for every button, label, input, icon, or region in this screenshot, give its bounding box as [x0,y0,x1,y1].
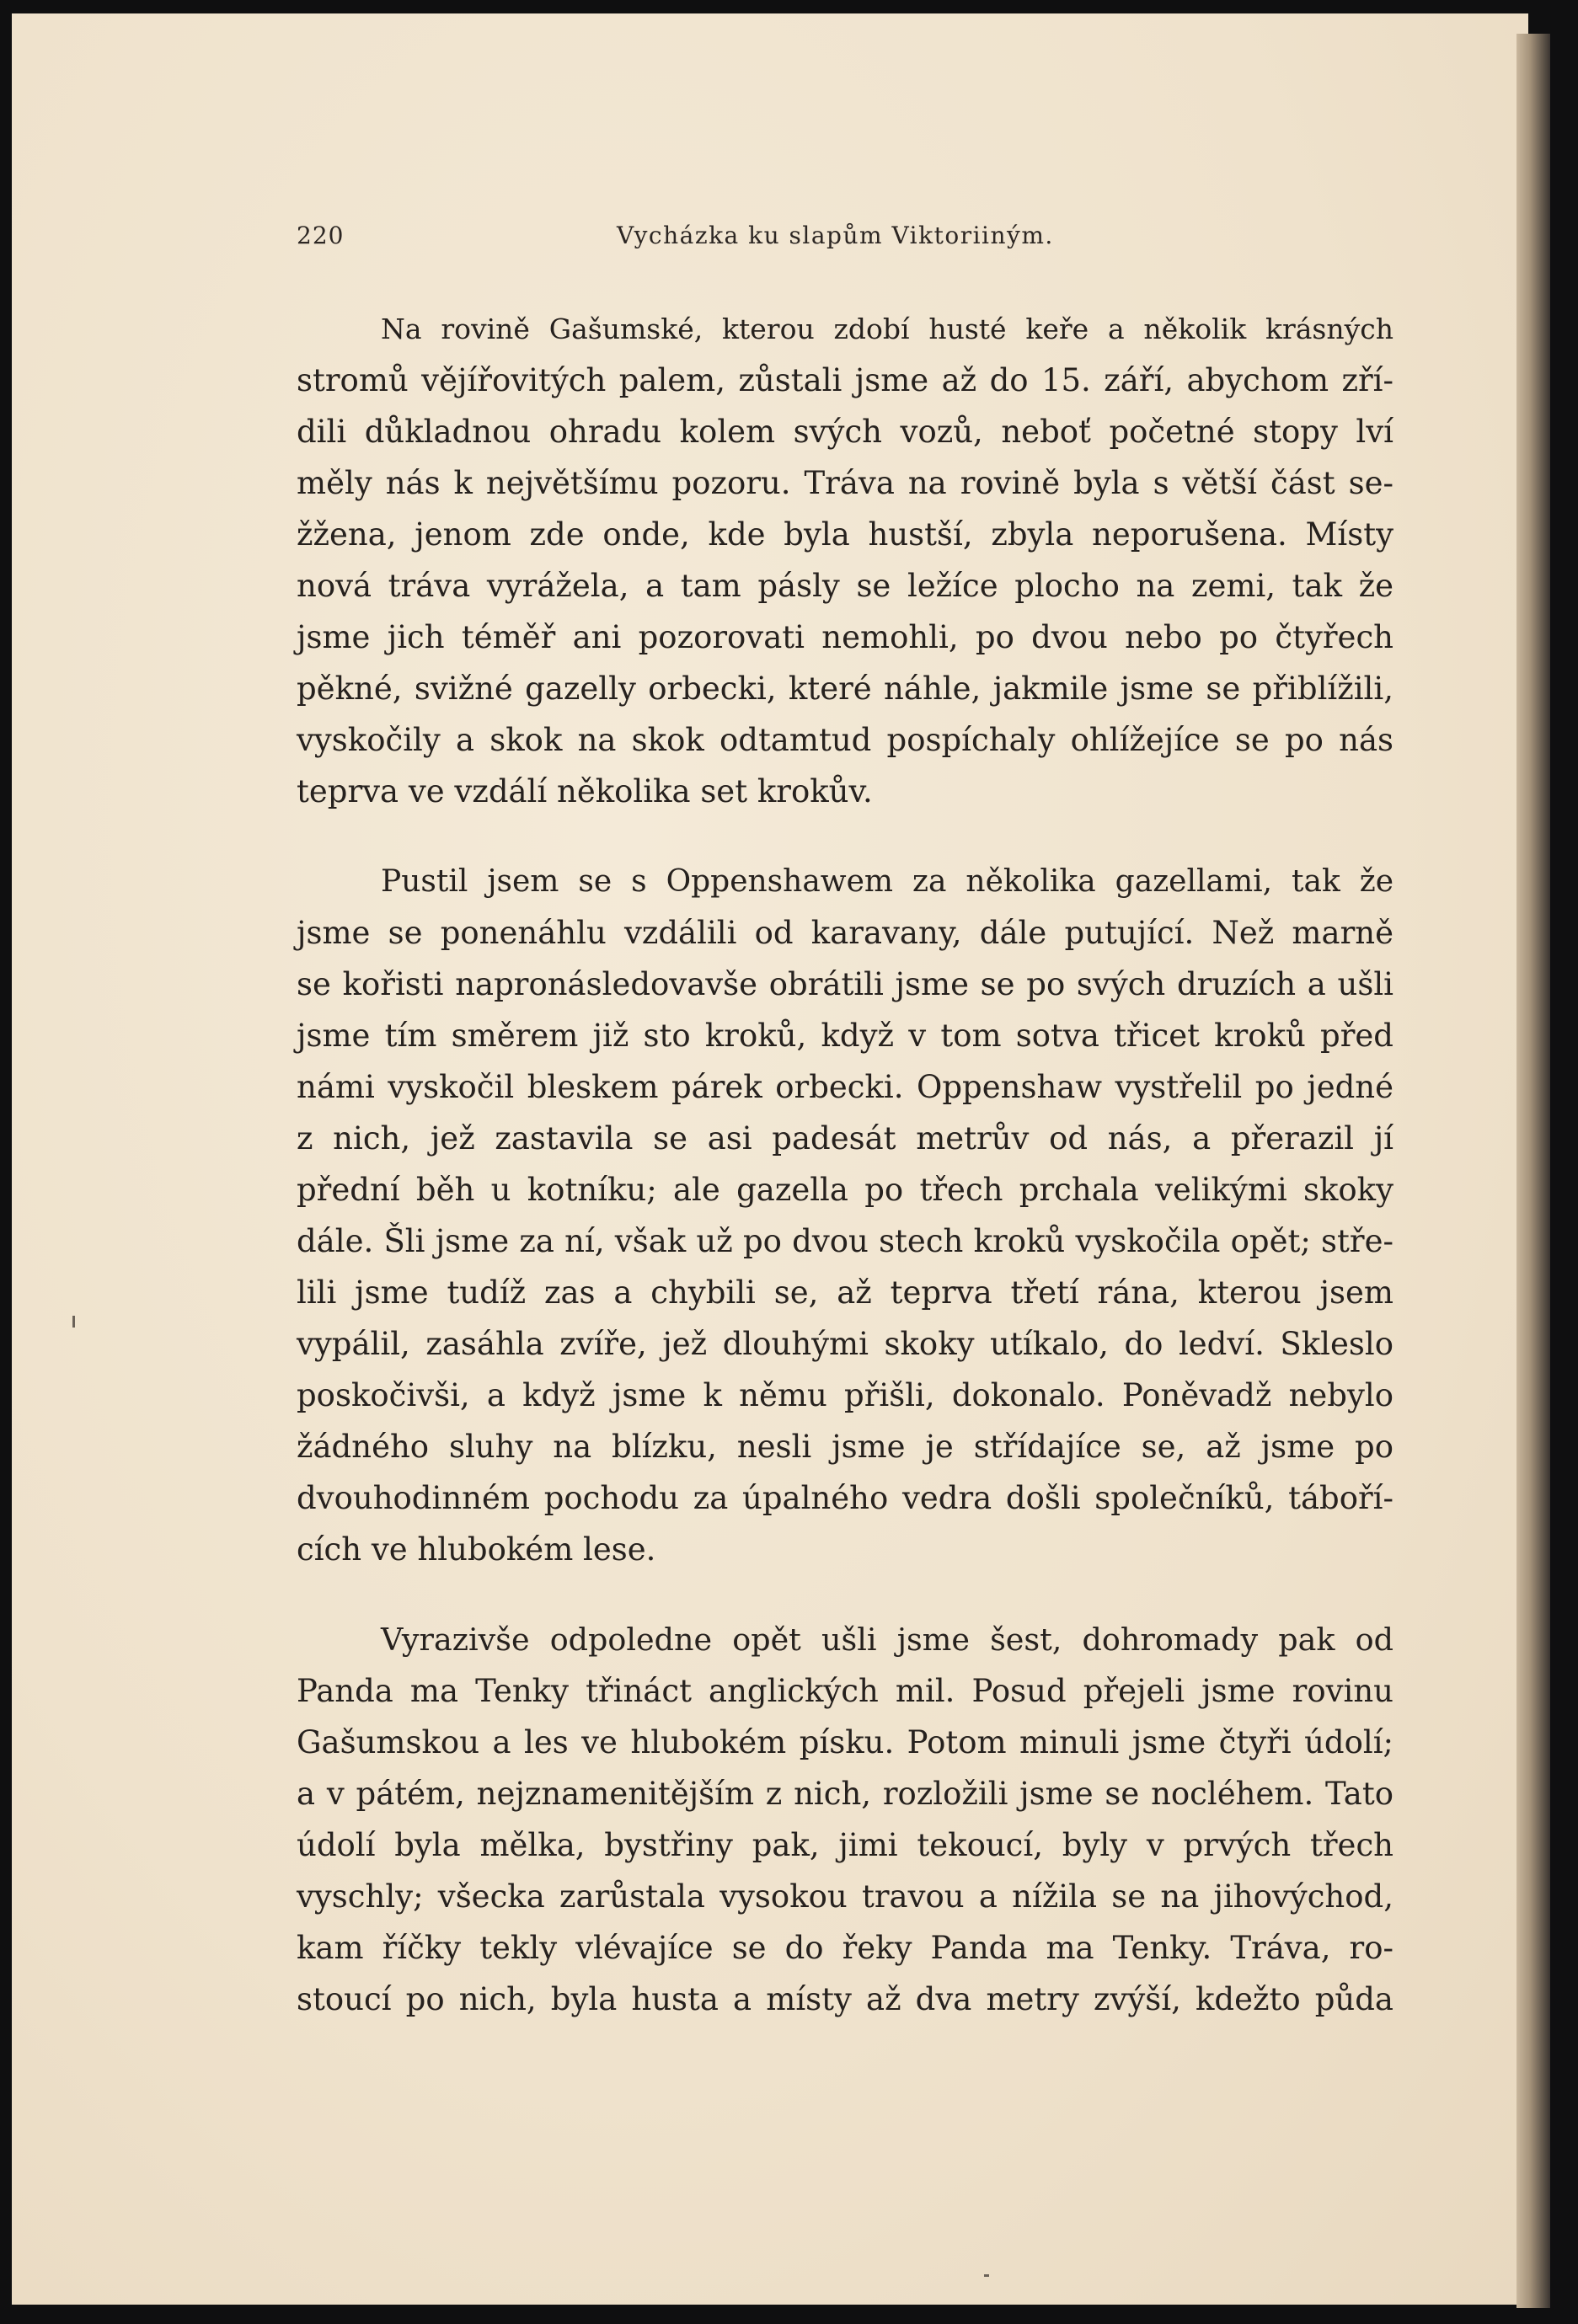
text-line: jsme tím směrem již sto kroků, když v tom sotva třicet kroků před [297,1018,1393,1054]
text-line: námi vyskočil bleskem párek orbecki. Oppenshaw vystřelil po jedné [297,1069,1393,1105]
paragraph-2 [297,856,1393,1575]
book-spine-edge [1516,34,1550,2308]
text-line: dvouhodinném pochodu za úpalného vedra došli společníků, táboří- [297,1480,1393,1516]
text-line: žžena, jenom zde onde, kde byla hustší, zbyla neporušena. Místy [297,516,1393,553]
text-line: přední běh u kotníku; ale gazella po třech prchala velikými skoky [297,1172,1393,1208]
text-line: dili důkladnou ohradu kolem svých vozů, neboť početné stopy lví [297,414,1393,450]
text-line: Na rovině Gašumské, kterou zdobí husté keře a několik krásných [381,313,1393,345]
text-line: dále. Šli jsme za ní, však už po dvou stech kroků vyskočila opět; stře- [297,1223,1393,1259]
text-line: stromů vějířovitých palem, zůstali jsme až do 15. září, abychom zří- [297,362,1393,398]
text-line: stoucí po nich, byla husta a místy až dva metry zvýší, kdežto půda [297,1981,1393,2017]
paper-speck [72,1316,75,1328]
running-title: Vycházka ku slapům Viktoriiným. [617,222,1054,249]
page-header [297,222,1392,255]
text-line: poskočivši, a když jsme k němu přišli, dokonalo. Poněvadž nebylo [297,1377,1393,1413]
text-line: nová tráva vyrážela, a tam pásly se ležíce plocho na zemi, tak že [297,568,1393,604]
text-line: vyschly; všecka zarůstala vysokou travou a nížila se na jihovýchod, [297,1878,1393,1915]
text-line: a v pátém, nejznamenitějším z nich, rozložili jsme se nocléhem. Tato [297,1776,1393,1812]
paragraph-3 [297,1614,1393,2025]
text-line: teprva ve vzdálí několika set krokův. [297,773,873,809]
text-line: Pustil jsem se s Oppenshawem za několika gazellami, tak že [381,864,1393,899]
text-line: jsme se ponenáhlu vzdálili od karavany, dále putující. Než marně [297,915,1393,951]
text-line: žádného sluhy na blízku, nesli jsme je střídajíce se, až jsme po [297,1429,1393,1465]
text-line: se kořisti napronásledovavše obrátili jsme se po svých druzích a ušli [297,966,1393,1002]
text-line: cích ve hlubokém lese. [297,1531,656,1568]
text-line: pěkné, svižné gazelly orbecki, které náhle, jakmile jsme se přiblížili, [297,670,1393,707]
text-line: kam říčky tekly vlévajíce se do řeky Panda ma Tenky. Tráva, ro- [297,1930,1393,1966]
text-line: vyskočily a skok na skok odtamtud pospíchaly ohlížejíce se po nás [297,722,1393,758]
body-text [297,303,1393,2064]
text-line: lili jsme tudíž zas a chybili se, až teprva třetí rána, kterou jsem [297,1274,1393,1311]
text-line: Panda ma Tenky třináct anglických mil. Posud přejeli jsme rovinu [297,1673,1393,1709]
paper-speck [984,2274,989,2277]
text-line: údolí byla mělka, bystřiny pak, jimi tekoucí, byly v prvých třech [297,1827,1393,1863]
text-line: jsme jich téměř ani pozorovati nemohli, po dvou nebo po čtyřech [297,619,1393,655]
text-line: Gašumskou a les ve hlubokém písku. Potom minuli jsme čtyři údolí; [297,1724,1393,1760]
text-line: vypálil, zasáhla zvíře, jež dlouhými skoky utíkalo, do ledví. Skleslo [297,1326,1393,1362]
paragraph-1 [297,303,1393,817]
text-line: z nich, jež zastavila se asi padesát metrův od nás, a přerazil jí [297,1120,1393,1157]
text-line: Vyrazivše odpoledne opět ušli jsme šest, dohromady pak od [381,1621,1393,1658]
page-number: 220 [297,222,345,249]
text-line: měly nás k největšímu pozoru. Tráva na rovině byla s větší část se- [297,465,1393,501]
